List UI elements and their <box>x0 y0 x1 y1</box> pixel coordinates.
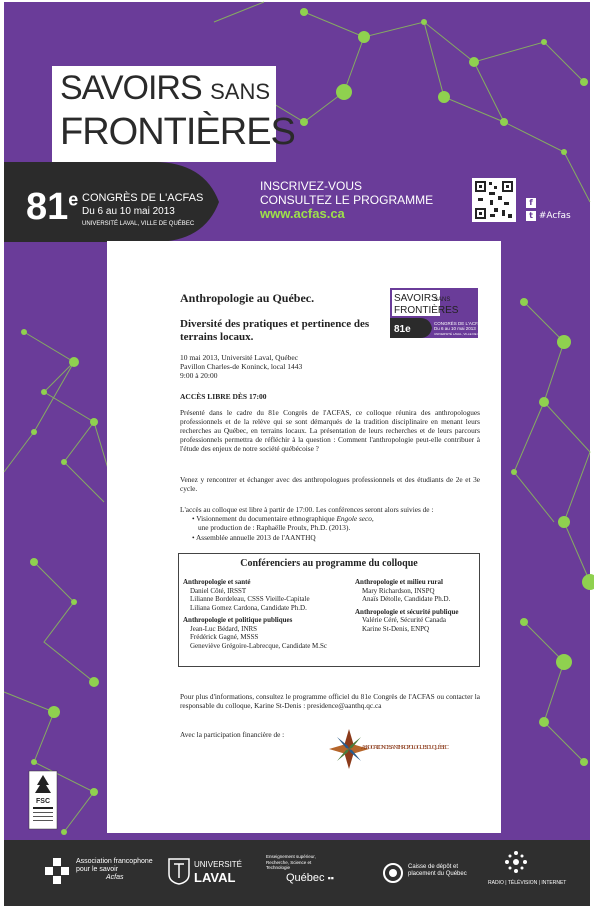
access-notice: ACCÈS LIBRE DÈS 17:00 <box>180 392 267 401</box>
mini-logo <box>390 288 491 338</box>
acfas-logo-text: Association francophone pour le savoir Acfas <box>76 858 153 881</box>
quebec-logo-text: Québec ▪▪ <box>286 872 334 884</box>
svg-text:81e: 81e <box>394 324 411 335</box>
laval-shield-icon <box>168 858 190 884</box>
paragraph-meet: Venez y rencontrer et échanger avec des anthropologues professionnels et des étudiants de 2e et 3e cycle. <box>180 475 480 493</box>
radio-canada-text: RADIO | TÉLÉVISION | INTERNET <box>488 880 567 886</box>
edition-number: 81e <box>26 186 79 228</box>
title-box <box>52 66 295 162</box>
svg-text:FSC: FSC <box>36 798 50 805</box>
laval-logo-text: UNIVERSITÉ LAVAL <box>194 860 243 885</box>
website-link[interactable]: www.acfas.ca <box>260 206 345 221</box>
svg-text:UNIVERSITÉ LAVAL, VILLE DE QUÉ: UNIVERSITÉ LAVAL, VILLE DE QUÉBEC <box>434 332 491 336</box>
caisse-logo-text: Caisse de dépôt et placement du Québec <box>408 864 467 877</box>
facebook-icon[interactable]: f <box>526 198 536 208</box>
speakers-right-column: Anthropologie et milieu rural Mary Richardson, INSPQ Anaïs Détolle, Candidate Ph.D. Anthropologie et sécurité publique Valérie Céré, Sécurité Canada Karine St-Denis, ENPQ <box>355 578 459 633</box>
event-title: Anthropologie au Québec. <box>180 291 315 305</box>
contact-text: Pour plus d'informations, consultez le programme officiel du 81e Congrès de l'ACFAS ou contacter la responsable du colloque, Karine St-Denis : presidence@aanthq.qc.ca <box>180 692 480 710</box>
bullet-documentary: • Visionnement du documentaire ethnographique Engole seco, une production de : Raphaëlle Proulx, Ph.D. (2013). <box>192 514 374 532</box>
svg-text:SAVOIRS: SAVOIRS <box>394 293 438 304</box>
svg-text:Du 6 au 10 mai 2013: Du 6 au 10 mai 2013 <box>434 326 476 331</box>
call-to-action: INSCRIVEZ-VOUS CONSULTEZ LE PROGRAMME www.acfas.ca <box>260 179 434 221</box>
svg-text:CONGRÈS DE L'ACFAS: CONGRÈS DE L'ACFAS <box>434 321 484 326</box>
quebec-ministry-text: Enseignement supérieur, Recherche, Science et Technologie <box>266 854 316 870</box>
title-line-1: SAVOIRS SANS <box>60 69 271 107</box>
svg-text:SANS: SANS <box>434 297 451 303</box>
fsc-logo <box>29 771 57 829</box>
event-sheet <box>36 241 501 833</box>
caisse-icon <box>382 862 404 884</box>
bullet-assembly: • Assemblée annuelle 2013 de l'AANTHQ <box>192 533 316 542</box>
svg-text:FRONTIÈRES: FRONTIÈRES <box>394 305 459 316</box>
title-line-2: FRONTIÈRES <box>60 111 295 153</box>
svg-text:ASSOCIATION DES ANTHROPOLOGUES: ASSOCIATION DES ANTHROPOLOGUES DU QUÉBEC <box>361 744 449 751</box>
qr-code-icon[interactable] <box>472 178 516 222</box>
speakers-left-column: Anthropologie et santé Daniel Côté, IRSST Lilianne Bordeleau, CSSS Vieille-Capitale Liliana Gomez Cardona, Candidate Ph.D. Anthropologie et politique publiques Jean-Luc Bédard, INRS Frédérick Gagné, MSSS Geneviève Grégoire-Labrecque, Candidate M.Sc <box>183 578 328 650</box>
congres-details: CONGRÈS DE L'ACFAS Du 6 au 10 mai 2013 UNIVERSITÉ LAVAL, VILLE DE QUÉBEC <box>82 192 204 227</box>
event-info: 10 mai 2013, Université Laval, Québec Pavillon Charles-de Koninck, local 1443 9:00 à 20:00 <box>180 353 303 380</box>
social-links <box>526 198 571 224</box>
paragraph-intro: Présenté dans le cadre du 81e Congrès de l'ACFAS, ce colloque réunira des anthropologues professionnels et de la relève qui se sont démarqués de la tradition disciplinaire en menant leurs recherches au Québec, en terrains locaux. La présentation de leurs recherches et de leurs parcours professionnels permettra de réfléchir à la question : Comment l'anthropologie peut-elle contribuer à l'étude des enjeux de notre société québécoise ? <box>180 408 480 453</box>
acfas-icon <box>42 858 72 884</box>
radio-canada-icon <box>504 850 528 874</box>
hashtag: #Acfas <box>538 211 571 221</box>
paragraph-access: L'accès au colloque est libre à partir de 17:00. Les conférences seront alors suivies de : <box>180 505 434 514</box>
financial-label: Avec la participation financière de : <box>180 730 285 739</box>
footer-sponsors <box>4 840 590 906</box>
twitter-icon[interactable]: t <box>526 211 536 221</box>
speakers-title: Conférenciers au programme du colloque <box>240 558 418 569</box>
speakers-box <box>178 553 480 667</box>
event-subtitle: Diversité des pratiques et pertinence des terrains locaux. <box>180 318 370 343</box>
association-logo <box>325 723 453 775</box>
